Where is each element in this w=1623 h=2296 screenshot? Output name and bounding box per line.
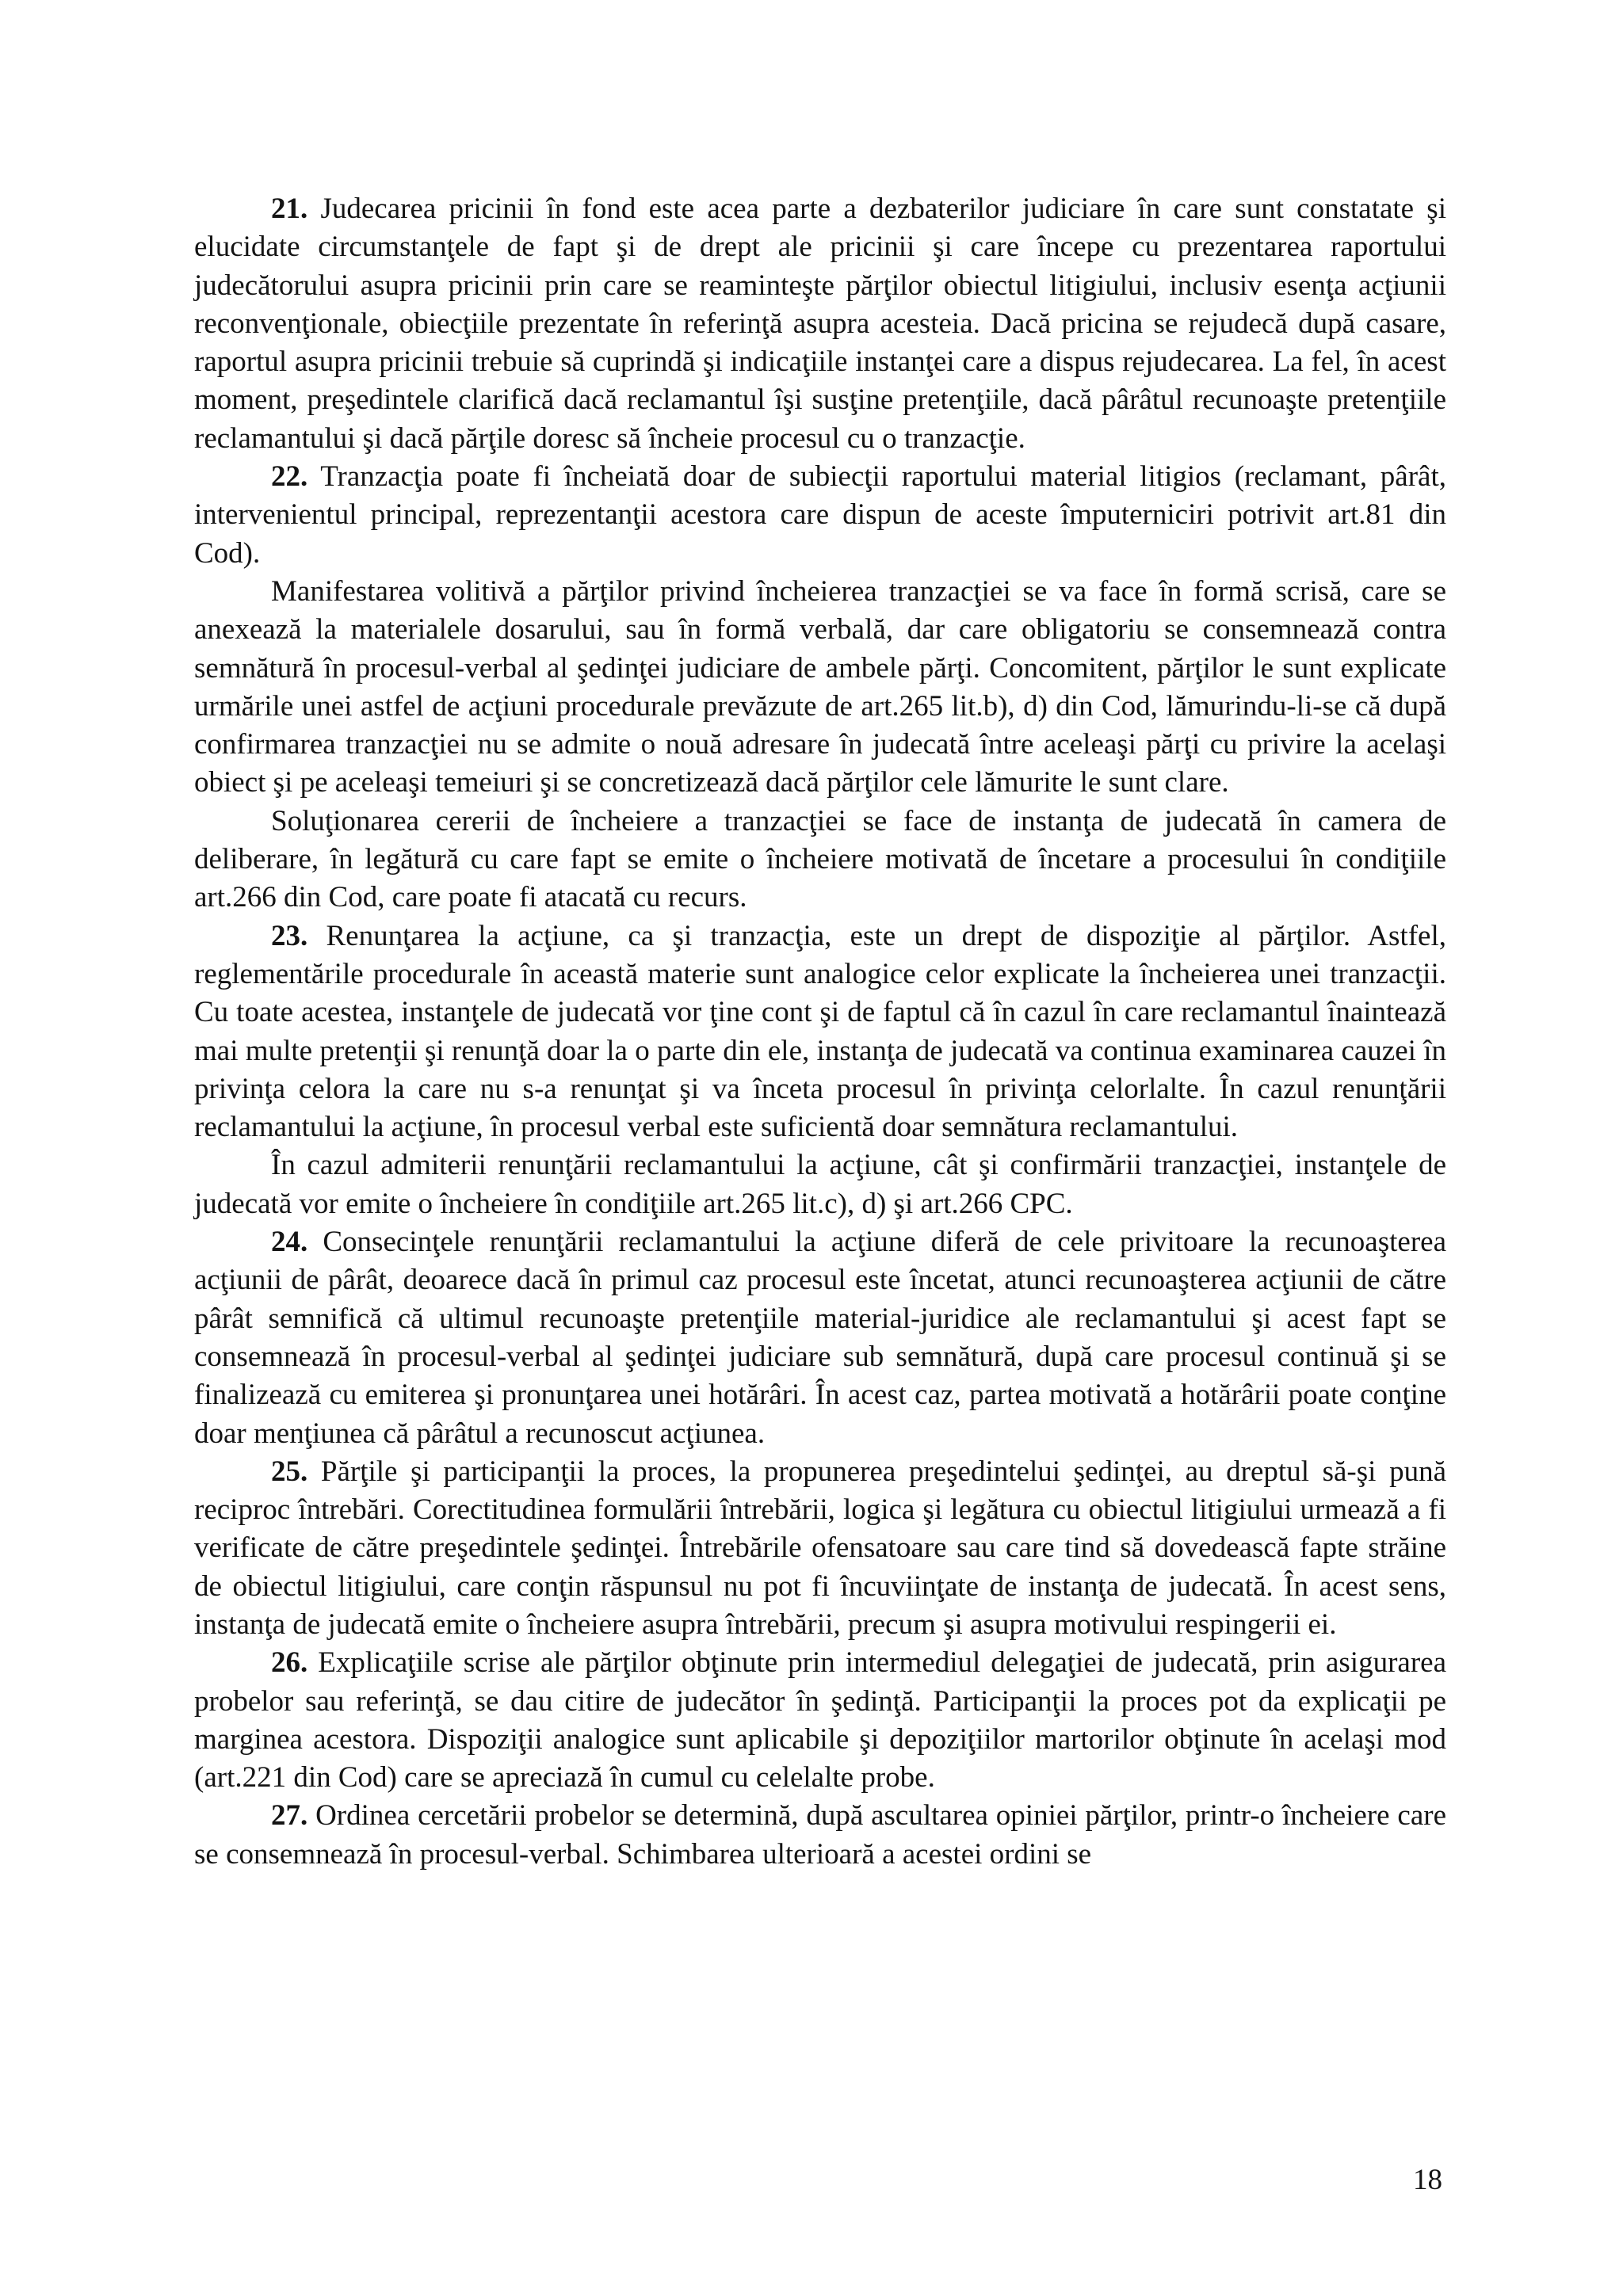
body-text [194, 190, 1446, 1874]
paragraph-number: 25. [271, 1455, 308, 1488]
paragraph-25 [194, 1453, 1446, 1644]
paragraph-text: Manifestarea volitivă a părţilor privind încheierea tranzacţiei se va face în formă scrisă, care se anexează la materialele dosarului, sau în formă verbală, dar care obligatoriu se consemnează contra semnătură în procesul-verbal al şedinţei judiciare de ambele părţi. Concomitent, părţilor le sunt explicate urmările unei astfel de acţiuni procedurale prevăzute de art.265 lit.b), d) din Cod, lămurindu-li-se că după confirmarea tranzacţiei nu se admite o nouă adresare în judecată între aceleaşi părţi cu privire la acelaşi obiect şi pe aceleaşi temeiuri şi se concretizează dacă părţilor cele lămurite le sunt clare. [194, 574, 1446, 799]
paragraph-text: Consecinţele renunţării reclamantului la acţiune diferă de cele privitoare la recunoaşterea acţiunii de pârât, deoarece dacă în primul caz procesul este încetat, atunci recunoaşterea acţiunii de către pârât semnifică că ultimul recunoaşte pretenţiile material-juridice ale reclamantului şi acest fapt se consemnează în procesul-verbal al şedinţei judiciare sub semnătură, după care procesul continuă şi se finalizează cu emiterea şi pronunţarea unei hotărâri. În acest caz, partea motivată a hotărârii poate conţine doar menţiunea că pârâtul a recunoscut acţiunea. [194, 1226, 1446, 1450]
paragraph-23-admission [194, 1146, 1446, 1223]
paragraph-27 [194, 1797, 1446, 1874]
paragraph-22 [194, 458, 1446, 573]
paragraph-number: 26. [271, 1646, 308, 1680]
paragraph-text: Explicaţiile scrise ale părţilor obţinute prin intermediul delegaţiei de judecată, prin asigurarea probelor sau referinţă, se dau citire de judecător în şedinţă. Participanţii la proces pot da explicaţii pe marginea acestora. Dispoziţii analogice sunt aplicabile şi depoziţiilor martorilor obţinute în acelaşi mod (art.221 din Cod) care se apreciază în cumul cu celelalte probe. [194, 1646, 1446, 1794]
paragraph-23 [194, 917, 1446, 1147]
paragraph-number: 21. [271, 193, 308, 225]
paragraph-21 [194, 190, 1446, 458]
paragraph-22-volition [194, 573, 1446, 803]
paragraph-text: Renunţarea la acţiune, ca şi tranzacţia, este un drept de dispoziţie al părţilor. Astfel, reglementările procedurale în această materie sunt analogice celor explicate la încheierea unei tranzacţii. Cu toate acestea, instanţele de judecată vor ţine cont şi de faptul că în cazul în care reclamantul înaintează mai multe pretenţii şi renunţă doar la o parte din ele, instanţa de judecată va continua examinarea cauzei în privinţa celora la care nu s-a renunţat şi va înceta procesul în privinţa celorlalte. În cazul renunţării reclamantului la acţiune, în procesul verbal este suficientă doar semnătura reclamantului. [194, 919, 1446, 1144]
paragraph-text: Soluţionarea cererii de încheiere a tranzacţiei se face de instanţa de judecată în camera de deliberare, în legătură cu care fapt se emite o încheiere motivată de încetare a procesului în condiţiile art.266 din Cod, care poate fi atacată cu recurs. [194, 804, 1446, 914]
paragraph-26 [194, 1644, 1446, 1797]
paragraph-22-resolution [194, 803, 1446, 917]
paragraph-number: 24. [271, 1226, 308, 1259]
paragraph-24 [194, 1223, 1446, 1453]
paragraph-number: 23. [271, 919, 308, 952]
paragraph-text: Judecarea pricinii în fond este acea parte a dezbaterilor judiciare în care sunt constatate şi elucidate circumstanţele de fapt şi de drept ale pricinii şi care începe cu prezentarea raportului judecătorului asupra pricinii prin care se reaminteşte părţilor obiectul litigiului, inclusiv esenţa acţiunii reconvenţionale, obiecţiile prezentate în referinţă asupra acesteia. Dacă pricina se rejudecă după casare, raportul asupra pricinii trebuie să cuprindă şi indicaţiile instanţei care a dispus rejudecarea. La fel, în acest moment, preşedintele clarifică dacă reclamantul îşi susţine pretenţiile, dacă pârâtul recunoaşte pretenţiile reclamantului şi dacă părţile doresc să încheie procesul cu o tranzacţie. [194, 193, 1446, 455]
paragraph-number: 27. [271, 1799, 308, 1833]
paragraph-text: În cazul admiterii renunţării reclamantului la acţiune, cât şi confirmării tranzacţiei, instanţele de judecată vor emite o încheiere în condiţiile art.265 lit.c), d) şi art.266 CPC. [194, 1149, 1446, 1220]
paragraph-text: Tranzacţia poate fi încheiată doar de subiecţii raportului material litigios (reclamant, pârât, intervenientul principal, reprezentanţii acestora care dispun de aceste împuterniciri potrivit art.81 din Cod). [194, 460, 1446, 570]
paragraph-text: Părţile şi participanţii la proces, la propunerea preşedintelui şedinţei, au dreptul să-şi pună reciproc întrebări. Corectitudinea formulării întrebării, logica şi legătura cu obiectul litigiului urmează a fi verificate de către preşedintele şedinţei. Întrebările ofensatoare sau care tind să dovedească fapte străine de obiectul litigiului, care conţin răspunsul nu pot fi încuviinţate de instanţa de judecată. În acest sens, instanţa de judecată emite o încheiere asupra întrebării, precum şi asupra motivului respingerii ei. [194, 1455, 1446, 1641]
paragraph-text: Ordinea cercetării probelor se determină, după ascultarea opiniei părţilor, printr-o încheiere care se consemnează în procesul-verbal. Schimbarea ulterioară a acestei ordini se [194, 1799, 1446, 1871]
page-number: 18 [1413, 2164, 1442, 2196]
paragraph-number: 22. [271, 460, 308, 494]
